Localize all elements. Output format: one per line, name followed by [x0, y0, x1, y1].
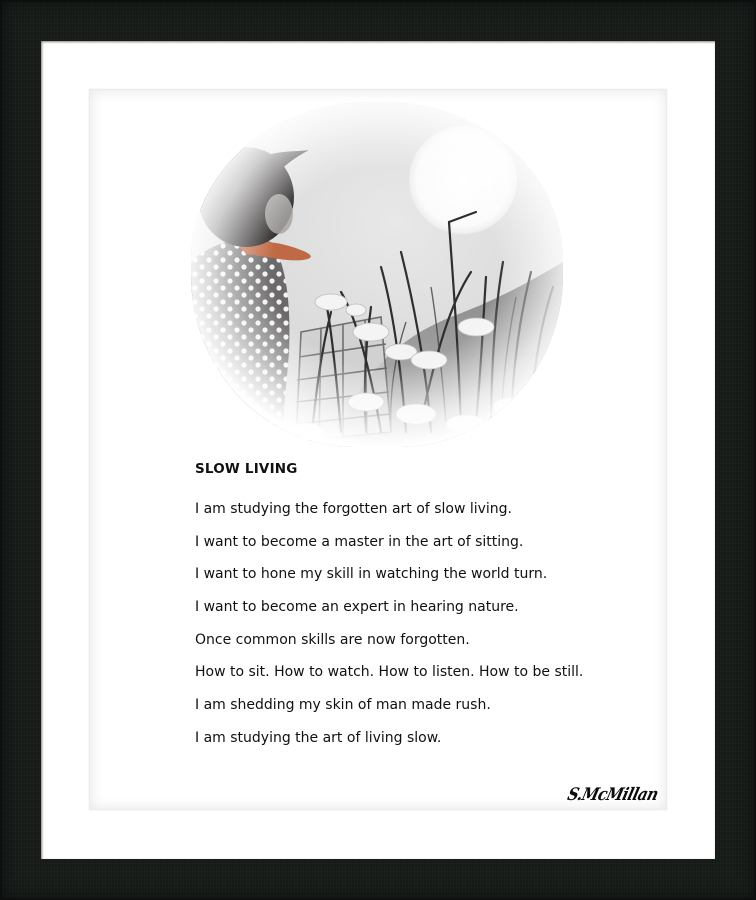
poem-line: I am shedding my skin of man made rush. — [195, 697, 491, 714]
illustration — [191, 102, 563, 447]
mat-board — [41, 41, 715, 859]
art-print — [89, 89, 667, 810]
poem-line: I am studying the forgotten art of slow living. — [195, 501, 513, 517]
child-dress — [191, 239, 289, 447]
poem-title: SLOW LIVING — [195, 461, 298, 477]
poem-line: I am studying the art of living slow. — [195, 729, 442, 746]
artist-signature: S.McMillan — [565, 783, 661, 805]
poem-line: Once common skills are now forgotten. — [195, 631, 470, 648]
flower — [315, 294, 347, 310]
poem-line: How to sit. How to watch. How to listen. How to be still. — [195, 664, 584, 681]
poem-line: I want to hone my skill in watching the world turn. — [195, 566, 548, 583]
poem-line: I want to become an expert in hearing nature. — [195, 599, 519, 616]
poem — [195, 460, 655, 762]
illustration-image — [191, 102, 563, 447]
poem-line: I want to become a master in the art of sitting. — [195, 533, 524, 550]
